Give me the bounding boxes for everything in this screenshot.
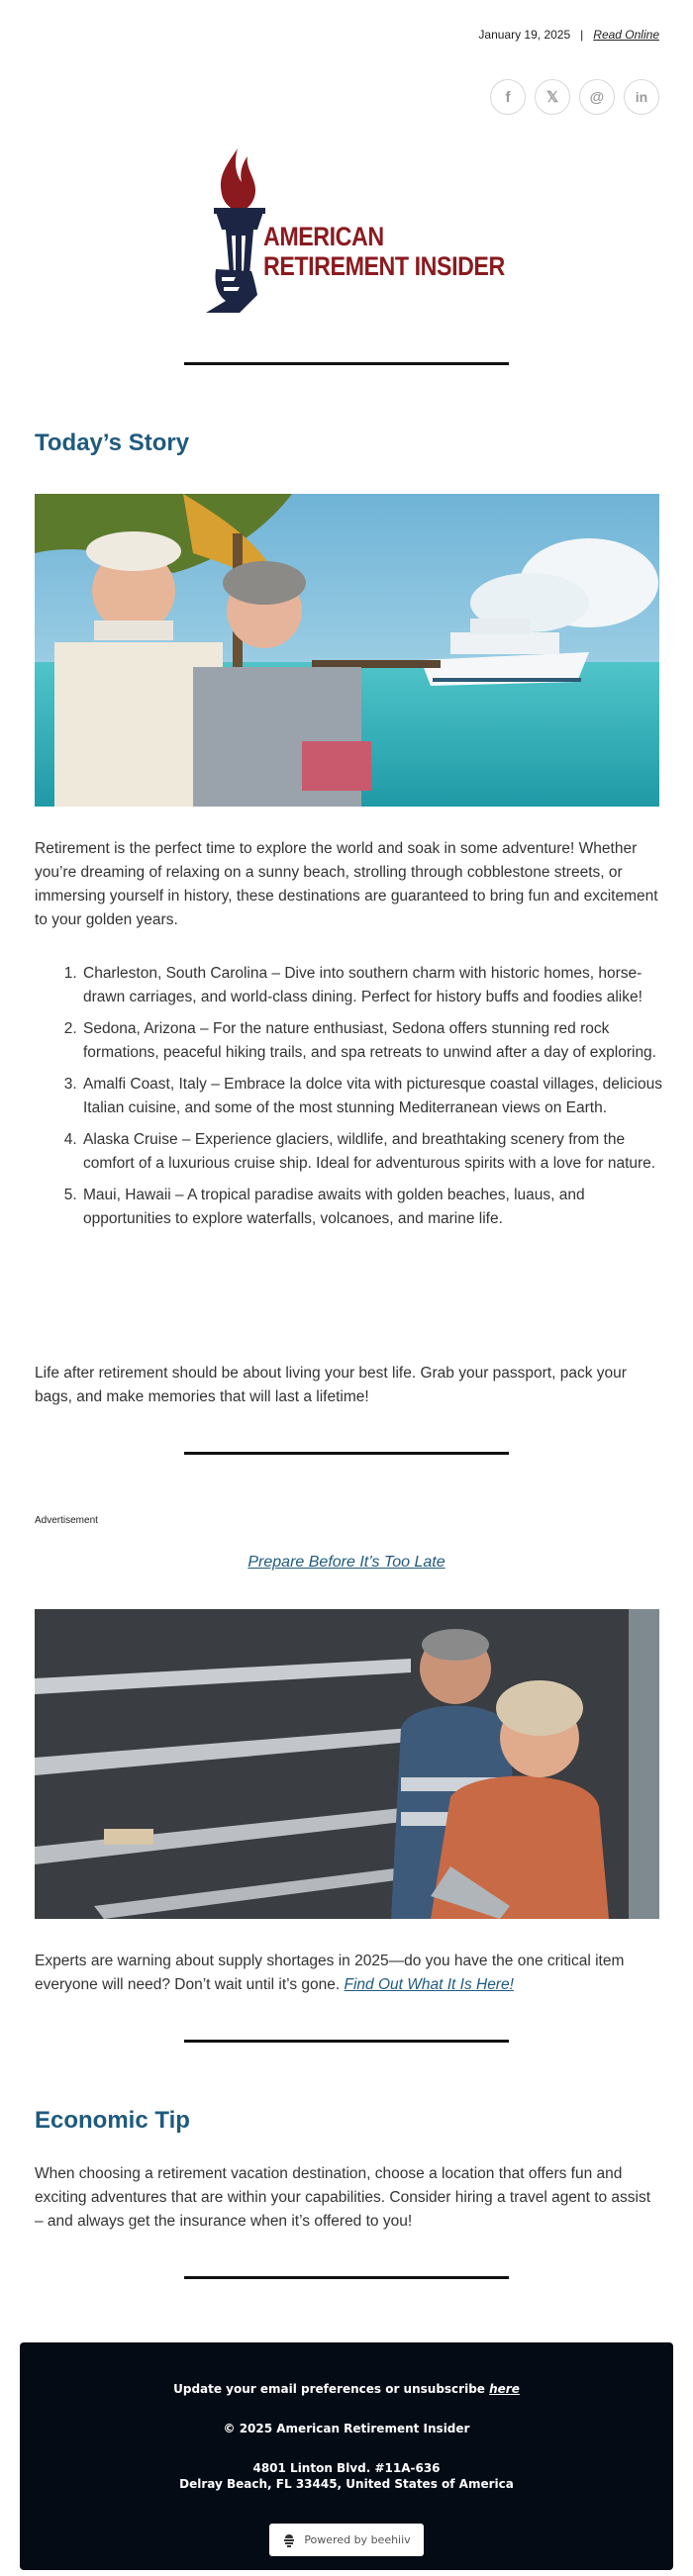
ad-photo[interactable] (35, 1609, 659, 1919)
address-line-1: 4801 Linton Blvd. #11A-636 (252, 2461, 441, 2475)
brand-logo[interactable] (196, 146, 505, 315)
copyright: © 2025 American Retirement Insider (223, 2422, 470, 2435)
brand-wordmark (263, 222, 505, 281)
footer-preferences (20, 2382, 673, 2396)
powered-by-beehiiv-button[interactable] (269, 2524, 424, 2556)
story-photo (35, 494, 659, 807)
destination-list (35, 962, 670, 1239)
ad-body-text: Experts are warning about supply shortages in 2025—do you have the one critical item everyone will need? Don’t wait until it’s gone. (35, 1953, 625, 1993)
powered-by-text: Powered by beehiiv (304, 2533, 411, 2546)
issue-date: January 19, 2025 (478, 28, 571, 42)
footer (20, 2342, 673, 2570)
retired-couple-cruise-image (35, 494, 659, 807)
brand-line-1: AMERICAN (263, 222, 384, 251)
list-item: 5. Maui, Hawaii – A tropical paradise awaits with golden beaches, luaus, and opportunities to explore waterfalls, volcanoes, and marine life. (81, 1184, 670, 1230)
social-links (490, 79, 659, 115)
list-item: 3. Amalfi Coast, Italy – Embrace la dolce vita with picturesque coastal villages, delicious Italian cuisine, and some of the most stunning Mediterranean views on Earth. (81, 1073, 670, 1119)
divider (184, 2276, 509, 2279)
ad-headline-link[interactable]: Prepare Before It’s Too Late (248, 1554, 446, 1571)
preferences-text: Update your email preferences or unsubscribe (173, 2382, 485, 2396)
read-online-link[interactable]: Read Online (593, 28, 659, 42)
divider (184, 1452, 509, 1455)
ad-body (35, 1950, 659, 1997)
empty-shelves-image (35, 1609, 659, 1919)
story-title: Today’s Story (35, 429, 190, 456)
story-outro: Life after retirement should be about living your best life. Grab your passport, pack your bags, and make memories that will last a lifetime! (35, 1365, 627, 1405)
list-item: 1. Charleston, South Carolina – Dive into southern charm with historic homes, horse-drawn carriages, and world-class dining. Perfect for history buffs and foodies alike! (81, 962, 670, 1008)
ad-label: Advertisement (35, 1515, 98, 1526)
meta-separator: | (580, 28, 584, 42)
facebook-icon[interactable]: f (490, 79, 526, 115)
beehiiv-icon (282, 2533, 296, 2547)
story-intro: Retirement is the perfect time to explore the world and soak in some adventure! Whether you’re dreaming of relaxing on a sunny beach, strolling through cobblestone streets, or immersing yourself in history, these destinations are guaranteed to bring fun and excitement to your golden years. (35, 840, 658, 928)
address-line-2: Delray Beach, FL 33445, United States of America (179, 2477, 514, 2491)
list-item: 4. Alaska Cruise – Experience glaciers, wildlife, and breathtaking scenery from the comfort of a luxurious cruise ship. Ideal for adventurous spirits with a love for nature. (81, 1128, 670, 1175)
header-meta (478, 28, 659, 42)
x-icon[interactable]: 𝕏 (535, 79, 570, 115)
divider (184, 362, 509, 365)
linkedin-icon[interactable]: in (624, 79, 659, 115)
brand-line-2: RETIREMENT INSIDER (263, 251, 505, 281)
tip-title: Economic Tip (35, 2107, 190, 2134)
ad-cta-link[interactable]: Find Out What It Is Here! (344, 1976, 514, 1993)
divider (184, 2040, 509, 2043)
threads-icon[interactable]: @ (579, 79, 615, 115)
list-item: 2. Sedona, Arizona – For the nature enthusiast, Sedona offers stunning red rock formations, peaceful hiking trails, and spa retreats to unwind after a day of exploring. (81, 1017, 670, 1064)
unsubscribe-link[interactable]: here (489, 2382, 520, 2396)
tip-body: When choosing a retirement vacation destination, choose a location that offers fun and exciting adventures that are within your capabilities. Consider hiring a travel agent to assist – and always get the insurance when it’s offered to you! (35, 2165, 651, 2230)
